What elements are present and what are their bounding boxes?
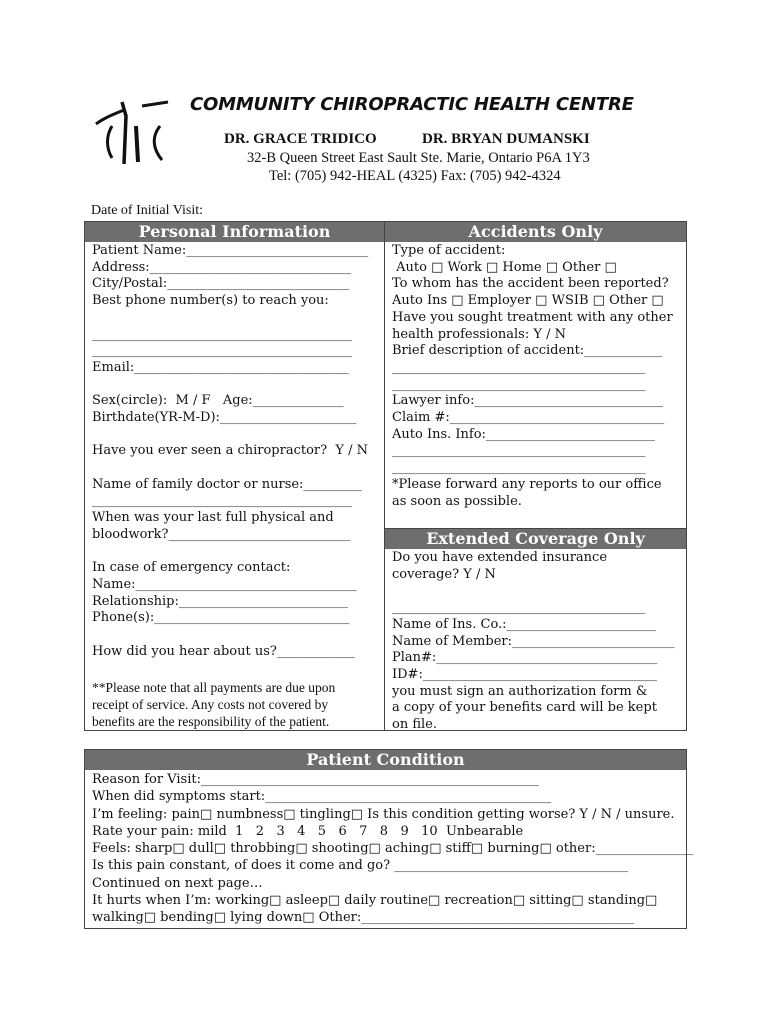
doctor-1: DR. GRACE TRIDICO: [224, 131, 377, 147]
accidents-section: [384, 221, 687, 529]
form-line: **Please note that all payments are due upon: [92, 680, 336, 696]
clinic-logo: [92, 96, 172, 166]
form-line: ________________________________________: [92, 493, 352, 509]
form-line: [92, 377, 384, 394]
form-line: _______________________________________: [392, 359, 646, 375]
form-line: _______________________________________: [392, 600, 646, 616]
form-line: Name:__________________________________: [92, 576, 357, 592]
form-line: Auto Ins □ Employer □ WSIB □ Other □: [392, 293, 664, 309]
form-line: Type of accident:: [392, 243, 506, 258]
personal-information-heading: Personal Information: [85, 222, 384, 242]
form-line: Continued on next page…: [92, 875, 263, 891]
form-line: [392, 583, 686, 600]
form-line: City/Postal:____________________________: [92, 276, 350, 292]
form-line: Patient Name:____________________________: [92, 243, 369, 258]
form-line: you must sign an authorization form &: [392, 683, 648, 699]
clinic-phones: Tel: (705) 942-HEAL (4325) Fax: (705) 942-4324: [269, 168, 561, 184]
form-line: Birthdate(YR-M-D):_____________________: [92, 410, 357, 425]
form-line: benefits are the responsibility of the patient.: [92, 714, 330, 730]
form-line: Best phone number(s) to reach you:: [92, 293, 329, 309]
form-line: _______________________________________: [392, 460, 646, 476]
form-line: ________________________________________: [92, 343, 352, 359]
form-line: coverage? Y / N: [392, 566, 496, 582]
form-line: Have you sought treatment with any other: [392, 309, 673, 325]
extended-fields: [385, 549, 686, 734]
condition-fields: [85, 770, 694, 927]
form-line: receipt of service. Any costs not covered by: [92, 697, 329, 713]
extended-coverage-section: [384, 528, 687, 731]
clinic-title: COMMUNITY CHIROPRACTIC HEALTH CENTRE: [190, 94, 634, 115]
form-line: [92, 310, 384, 327]
form-line: How did you hear about us?____________: [92, 643, 355, 659]
form-line: Is this pain constant, of does it come and go? ____________________________________: [92, 858, 629, 874]
form-line: Claim #:_________________________________: [392, 410, 665, 426]
form-line: Phone(s):______________________________: [92, 610, 350, 626]
form-line: bloodwork?____________________________: [92, 526, 351, 542]
form-line: Email:_________________________________: [92, 359, 349, 375]
personal-information-section: [84, 221, 385, 731]
payment-note: [85, 679, 384, 730]
clinic-address: 32-B Queen Street East Sault Ste. Marie, Ontario P6A 1Y3: [247, 150, 590, 166]
form-line: Auto □ Work □ Home □ Other □: [392, 259, 617, 275]
form-line: Address:_______________________________: [92, 259, 352, 275]
form-line: It hurts when I’m: working□ asleep□ daily routine□ recreation□ sitting□ standing□: [92, 893, 658, 909]
form-line: a copy of your benefits card will be kept: [392, 700, 657, 716]
date-of-initial-visit: Date of Initial Visit:: [91, 203, 204, 218]
form-line: [92, 627, 384, 644]
patient-condition-heading: Patient Condition: [85, 750, 686, 770]
form-line: Reason for Visit:____________________________________________________: [92, 772, 539, 787]
form-line: Brief description of accident:____________: [392, 343, 663, 359]
form-line: Name of Member:_________________________: [392, 633, 675, 649]
form-line: Lawyer info:_____________________________: [392, 393, 663, 409]
form-line: [92, 544, 384, 561]
form-line: _______________________________________: [392, 443, 646, 459]
form-line: ________________________________________: [92, 326, 352, 342]
accidents-heading: Accidents Only: [385, 222, 686, 242]
form-line: Sex(circle): M / F Age:______________: [92, 393, 344, 409]
form-line: To whom has the accident been reported?: [392, 276, 669, 292]
accident-fields: [385, 242, 686, 510]
form-line: on file.: [392, 717, 437, 733]
form-line: *Please forward any reports to our office: [392, 476, 662, 492]
form-line: as soon as possible.: [392, 493, 522, 509]
form-line: health professionals: Y / N: [392, 326, 566, 342]
form-line: Rate your pain: mild 1 2 3 4 5 6 7 8 9 10 Unbearable: [92, 823, 524, 839]
form-line: I’m feeling: pain□ numbness□ tingling□ Is this condition getting worse? Y / N / unsure.: [92, 806, 675, 822]
extended-coverage-heading: Extended Coverage Only: [385, 529, 686, 549]
form-line: _______________________________________: [392, 376, 646, 392]
form-line: [92, 427, 384, 444]
form-line: When did symptoms start:____________________________________________: [92, 789, 552, 805]
form-line: Name of Ins. Co.:_______________________: [392, 616, 657, 632]
form-line: Have you ever seen a chiropractor? Y / N: [92, 443, 368, 459]
form-line: Do you have extended insurance: [392, 550, 608, 565]
form-line: Relationship:__________________________: [92, 593, 348, 609]
form-line: [92, 460, 384, 477]
form-line: Plan#:__________________________________: [392, 650, 658, 666]
form-line: When was your last full physical and: [92, 510, 334, 526]
personal-fields: [85, 242, 384, 677]
doctor-2: DR. BRYAN DUMANSKI: [422, 131, 590, 147]
form-line: In case of emergency contact:: [92, 560, 291, 576]
form-line: ID#:____________________________________: [392, 666, 657, 682]
form-line: Auto Ins. Info:__________________________: [392, 426, 655, 442]
form-line: Feels: sharp□ dull□ throbbing□ shooting□ aching□ stiff□ burning□ other:_______________: [92, 841, 694, 857]
form-line: walking□ bending□ lying down□ Other:__________________________________________: [92, 910, 635, 926]
form-line: Name of family doctor or nurse:_________: [92, 476, 362, 492]
patient-condition-section: [84, 749, 694, 929]
form-line: [92, 660, 384, 677]
doctor-names: [224, 131, 590, 148]
